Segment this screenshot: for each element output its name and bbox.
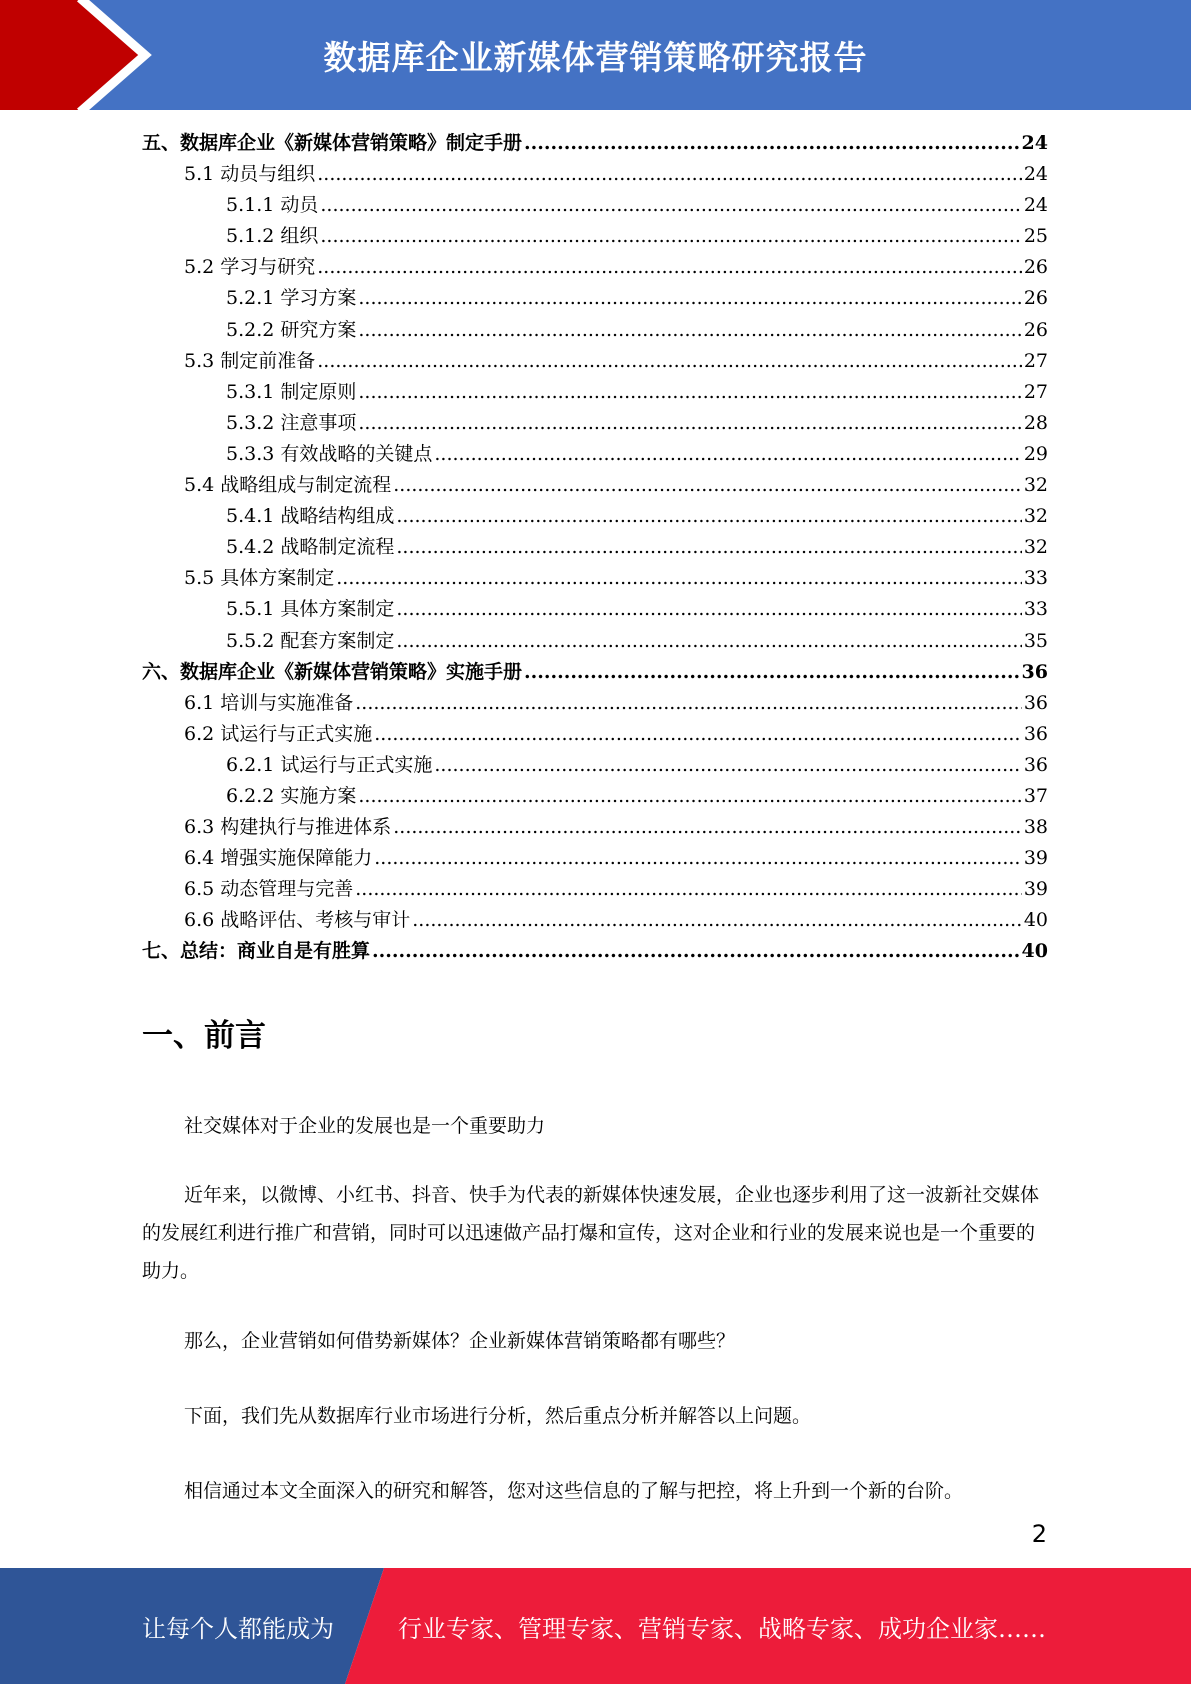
toc-entry-number: 6.1 [184,691,215,714]
toc-entry-page: 27 [1023,349,1048,372]
toc-entry[interactable] [142,657,1048,688]
toc-entry-text: 学习方案 [280,287,357,310]
toc-entry-text: 战略组成与制定流程 [220,474,392,497]
toc-leader-dots [320,221,1021,252]
toc-leader-dots [434,750,1021,781]
body-paragraph: 相信通过本文全面深入的研究和解答，您对这些信息的了解与把控，将上升到一个新的台阶。 [184,1480,964,1502]
toc-entry-label [226,781,356,812]
toc-leader-dots [396,501,1021,532]
toc-entry-label [226,408,356,439]
toc-entry-label [184,252,315,283]
toc-entry-text: 制定原则 [280,380,357,403]
toc-entry-text: 有效战略的关键点 [280,442,433,465]
toc-entry[interactable] [142,936,1048,967]
toc-entry-text: 组织 [280,225,319,248]
body-paragraph: 下面，我们先从数据库行业市场进行分析，然后重点分析并解答以上问题。 [184,1405,812,1427]
toc-leader-dots [372,936,1020,967]
toc-entry-text: 具体方案制定 [220,567,335,590]
toc-entry-page: 36 [1023,722,1048,745]
toc-entry-text: 注意事项 [280,411,357,434]
toc-entry-label [226,283,356,314]
toc-entry-text: 试运行与正式实施 [220,722,373,745]
toc-entry-text: 配套方案制定 [280,629,395,652]
toc-entry-number: 5.3.1 [226,380,275,403]
toc-entry[interactable] [142,719,1048,750]
toc-entry-text: 五、数据库企业《新媒体营销策略》制定手册 [142,132,523,154]
report-title: 数据库企业新媒体营销策略研究报告 [323,37,868,77]
toc-entry-label [184,688,353,719]
toc-entry[interactable] [142,874,1048,905]
toc-leader-dots [317,346,1022,377]
toc-entry-text: 动员 [280,194,319,217]
toc-entry-number: 6.4 [184,847,215,870]
toc-entry-number: 6.2 [184,722,215,745]
toc-entry-number: 6.5 [184,878,215,901]
toc-entry-number: 5.1.1 [226,194,275,217]
toc-entry-text: 七、总结：商业自是有胜算 [142,940,371,963]
toc-entry[interactable] [142,283,1048,314]
toc-entry[interactable] [142,128,1048,159]
body-paragraph: 那么，企业营销如何借势新媒体？企业新媒体营销策略都有哪些？ [184,1330,736,1352]
toc-entry-page: 39 [1023,878,1048,901]
toc-leader-dots [374,843,1022,874]
toc-entry[interactable] [142,688,1048,719]
toc-entry-page: 39 [1023,847,1048,870]
toc-entry-label [226,439,432,470]
toc-entry-label [184,812,391,843]
toc-leader-dots [320,190,1021,221]
toc-entry-label [226,750,432,781]
toc-entry-label [226,377,356,408]
toc-entry-number: 5.5 [184,567,215,590]
toc-entry[interactable] [142,626,1048,657]
toc-entry-page: 24 [1023,163,1048,186]
section-heading: 一、前言 [142,1018,266,1054]
toc-entry-number: 5.3.2 [226,411,275,434]
toc-entry[interactable] [142,812,1048,843]
toc-entry[interactable] [142,905,1048,936]
toc-leader-dots [396,532,1021,563]
page-number: 2 [1031,1520,1047,1548]
toc-entry-page: 33 [1023,567,1048,590]
toc-entry-number: 5.1.2 [226,225,275,248]
toc-entry-text: 战略制定流程 [280,536,395,559]
toc-entry-page: 38 [1023,816,1048,839]
toc-entry-number: 5.5.2 [226,629,275,652]
toc-entry[interactable] [142,221,1048,252]
toc-entry-text: 战略评估、考核与审计 [220,909,411,932]
toc-entry-page: 24 [1021,132,1048,154]
toc-leader-dots [358,408,1021,439]
toc-entry-page: 27 [1023,380,1048,403]
toc-entry-page: 40 [1021,940,1048,963]
toc-entry-text: 增强实施保障能力 [220,847,373,870]
toc-entry-number: 5.2.2 [226,318,275,341]
toc-entry-number: 5.3 [184,349,215,372]
body-paragraph: 社交媒体对于企业的发展也是一个重要助力 [184,1115,546,1137]
toc-entry[interactable] [142,190,1048,221]
toc-leader-dots [317,252,1022,283]
toc-entry-number: 5.2 [184,256,215,279]
footer-slogan-left: 让每个人都能成为 [142,1614,334,1643]
toc-leader-dots [355,874,1022,905]
red-chevron-icon [0,0,160,110]
toc-entry-page: 32 [1023,505,1048,528]
header-band [0,0,1191,110]
toc-entry[interactable] [142,501,1048,532]
toc-entry[interactable] [142,532,1048,563]
toc-entry-page: 36 [1021,660,1048,683]
toc-entry[interactable] [142,563,1048,594]
toc-leader-dots [396,594,1021,625]
toc-entry-number: 6.2.1 [226,753,275,776]
toc-entry[interactable] [142,252,1048,283]
toc-entry-page: 35 [1023,629,1048,652]
footer-band [0,1568,1191,1684]
toc-leader-dots [524,657,1020,688]
toc-entry-page: 40 [1023,909,1048,932]
toc-leader-dots [358,315,1021,346]
toc-entry[interactable] [142,346,1048,377]
toc-entry-page: 33 [1023,598,1048,621]
toc-leader-dots [524,128,1020,159]
toc-leader-dots [412,905,1022,936]
table-of-contents [142,128,1048,968]
toc-leader-dots [374,719,1022,750]
toc-leader-dots [336,563,1022,594]
toc-entry-label [226,626,394,657]
toc-entry-page: 36 [1023,691,1048,714]
toc-entry-page: 26 [1023,287,1048,310]
body-paragraph: 近年来，以微博、小红书、抖音、快手为代表的新媒体快速发展，企业也逐步利用了这一波新社交媒体的发展红利进行推广和营销，同时可以迅速做产品打爆和宣传，这对企业和行业的发展来说也是一个重要的助力。 [142,1184,1040,1282]
toc-entry-number: 5.5.1 [226,598,275,621]
toc-entry-text: 研究方案 [280,318,357,341]
toc-entry-number: 5.1 [184,163,215,186]
toc-entry-text: 学习与研究 [220,256,316,279]
toc-entry-label [184,843,372,874]
toc-entry-label [184,470,391,501]
toc-entry[interactable] [142,781,1048,812]
toc-entry[interactable] [142,315,1048,346]
toc-entry-text: 动员与组织 [220,163,316,186]
toc-entry-page: 24 [1023,194,1048,217]
toc-entry-number: 6.3 [184,816,215,839]
toc-entry-label [142,936,370,967]
toc-entry-number: 5.4.1 [226,505,275,528]
toc-entry-label [226,190,318,221]
toc-entry[interactable] [142,470,1048,501]
toc-leader-dots [358,283,1021,314]
toc-entry-text: 制定前准备 [220,349,316,372]
toc-entry-page: 32 [1023,474,1048,497]
toc-entry-label [142,128,522,159]
toc-entry[interactable] [142,750,1048,781]
toc-leader-dots [396,626,1021,657]
footer-slogan-right: 行业专家、管理专家、营销专家、战略专家、成功企业家…… [398,1614,1046,1643]
toc-entry-label [184,159,315,190]
toc-entry[interactable] [142,159,1048,190]
toc-leader-dots [317,159,1022,190]
toc-entry-text: 培训与实施准备 [220,691,354,714]
toc-leader-dots [393,812,1022,843]
toc-entry-text: 具体方案制定 [280,598,395,621]
toc-entry[interactable] [142,843,1048,874]
toc-entry-text: 构建执行与推进体系 [220,816,392,839]
toc-entry-label [226,315,356,346]
toc-entry-label [184,874,353,905]
toc-entry[interactable] [142,408,1048,439]
toc-entry-label [142,657,522,688]
toc-entry-page: 26 [1023,318,1048,341]
toc-entry-text: 战略结构组成 [280,505,395,528]
toc-entry-number: 5.3.3 [226,442,275,465]
toc-entry-number: 5.2.1 [226,287,275,310]
toc-entry[interactable] [142,594,1048,625]
toc-entry-label [184,719,372,750]
toc-entry-text: 试运行与正式实施 [280,753,433,776]
toc-entry-page: 28 [1023,411,1048,434]
toc-entry-page: 32 [1023,536,1048,559]
toc-entry[interactable] [142,377,1048,408]
toc-leader-dots [393,470,1022,501]
toc-leader-dots [355,688,1022,719]
toc-entry-label [226,221,318,252]
toc-entry-page: 29 [1023,442,1048,465]
toc-entry-page: 25 [1023,225,1048,248]
toc-entry[interactable] [142,439,1048,470]
toc-entry-label [184,346,315,377]
toc-entry-number: 5.4 [184,474,215,497]
toc-entry-page: 26 [1023,256,1048,279]
toc-entry-label [226,501,394,532]
toc-entry-label [184,905,410,936]
toc-entry-page: 37 [1023,784,1048,807]
toc-entry-text: 动态管理与完善 [220,878,354,901]
toc-entry-page: 36 [1023,753,1048,776]
toc-leader-dots [358,781,1021,812]
toc-entry-text: 六、数据库企业《新媒体营销策略》实施手册 [142,660,523,683]
toc-entry-label [226,532,394,563]
toc-entry-label [226,594,394,625]
toc-entry-label [184,563,334,594]
toc-entry-number: 6.2.2 [226,784,275,807]
toc-leader-dots [434,439,1021,470]
toc-entry-number: 6.6 [184,909,215,932]
toc-leader-dots [358,377,1021,408]
toc-entry-number: 5.4.2 [226,536,275,559]
toc-entry-text: 实施方案 [280,784,357,807]
